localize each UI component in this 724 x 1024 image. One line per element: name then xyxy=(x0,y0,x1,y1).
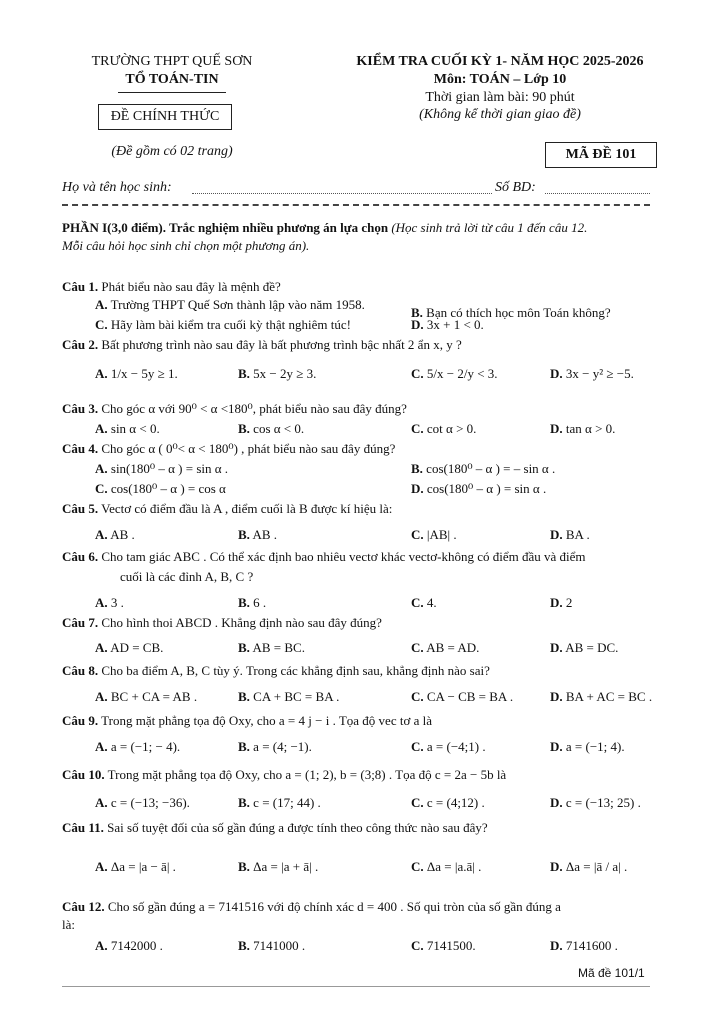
option-c[interactable] xyxy=(411,795,485,811)
option-a[interactable] xyxy=(95,527,135,543)
option-key: D. xyxy=(550,689,563,704)
option-text: cot α > 0. xyxy=(426,421,477,436)
part1-title: PHẦN I(3,0 điểm). Trắc nghiệm nhiều phương án lựa chọn xyxy=(62,220,389,235)
option-key: D. xyxy=(411,317,424,332)
question-3 xyxy=(62,401,407,417)
question-7 xyxy=(62,615,382,631)
question-label: Câu 3. xyxy=(62,401,99,416)
footer-line xyxy=(62,986,650,987)
option-d[interactable] xyxy=(550,421,615,437)
option-text: AB = AD. xyxy=(426,640,480,655)
question-text: Cho góc α với 90⁰ < α <180⁰, phát biểu nào sau đây đúng? xyxy=(101,401,407,416)
exam-duration-note: (Không kể thời gian giao đề) xyxy=(419,107,581,122)
option-key: D. xyxy=(550,859,563,874)
option-key: A. xyxy=(95,366,108,381)
option-key: C. xyxy=(411,527,424,542)
option-text: |AB| . xyxy=(426,527,457,542)
option-c[interactable] xyxy=(411,689,513,705)
exam-code: MÃ ĐỀ 101 xyxy=(565,147,637,162)
exam-duration: Thời gian làm bài: 90 phút xyxy=(425,90,575,105)
option-d[interactable] xyxy=(550,366,634,382)
option-key: A. xyxy=(95,938,108,953)
option-a[interactable] xyxy=(95,421,160,437)
question-text: Cho hình thoi ABCD . Khẳng định nào sau đây đúng? xyxy=(101,615,382,630)
option-text: cos(180⁰ – α ) = sin α . xyxy=(426,481,547,496)
option-key: D. xyxy=(550,527,563,542)
option-text: sin(180⁰ – α ) = sin α . xyxy=(110,461,229,476)
option-text: a = (−1; − 4). xyxy=(110,739,181,754)
question-5 xyxy=(62,501,392,517)
option-text: 3x + 1 < 0. xyxy=(426,317,484,332)
option-text: Trường THPT Quế Sơn thành lập vào năm 1958. xyxy=(110,297,365,312)
option-key: C. xyxy=(95,481,108,496)
option-b[interactable] xyxy=(238,739,312,755)
part1-note-1: (Học sinh trả lời từ câu 1 đến câu 12. xyxy=(391,220,588,235)
option-text: Δa = |ā / a| . xyxy=(565,859,628,874)
question-9 xyxy=(62,713,432,729)
option-c[interactable] xyxy=(95,317,351,333)
option-key: D. xyxy=(550,739,563,754)
option-text: 5/x − 2/y < 3. xyxy=(426,366,498,381)
question-text-cont: cuối là các đỉnh A, B, C ? xyxy=(120,569,254,584)
option-d[interactable] xyxy=(550,595,572,611)
official-label-box xyxy=(98,104,232,130)
option-text: 7141600 . xyxy=(565,938,618,953)
option-text: a = (−4;1) . xyxy=(426,739,486,754)
question-text: Cho tam giác ABC . Có thể xác định bao nhiêu vectơ khác vectơ-không có điểm đầu và điểm xyxy=(101,549,586,564)
option-key: B. xyxy=(238,739,250,754)
option-key: C. xyxy=(411,689,424,704)
option-d[interactable] xyxy=(550,689,652,705)
question-8 xyxy=(62,663,490,679)
option-b[interactable] xyxy=(238,366,316,382)
option-text: 5x − 2y ≥ 3. xyxy=(253,366,317,381)
group-underline xyxy=(118,92,226,93)
option-b[interactable] xyxy=(411,461,555,477)
option-key: A. xyxy=(95,795,108,810)
option-text: Bạn có thích học môn Toán không? xyxy=(426,305,611,320)
exam-title: KIỂM TRA CUỐI KỲ 1- NĂM HỌC 2025-2026 xyxy=(356,54,644,69)
option-b[interactable] xyxy=(238,938,305,954)
option-key: B. xyxy=(238,689,250,704)
option-text: AB = DC. xyxy=(565,640,619,655)
option-text: 4. xyxy=(426,595,437,610)
option-text: AB . xyxy=(110,527,135,542)
option-b[interactable] xyxy=(238,689,339,705)
exam-code-box xyxy=(545,142,657,168)
question-label: Câu 9. xyxy=(62,713,99,728)
option-key: C. xyxy=(411,795,424,810)
question-text: Sai số tuyệt đối của số gần đúng a được tính theo công thức nào sau đây? xyxy=(107,820,488,835)
option-key: D. xyxy=(550,938,563,953)
option-key: B. xyxy=(411,305,423,320)
option-text: 6 . xyxy=(253,595,267,610)
school-name: TRƯỜNG THPT QUẾ SƠN xyxy=(91,54,253,69)
sbd-label xyxy=(495,180,536,196)
option-key: C. xyxy=(411,859,424,874)
option-text: BA + AC = BC . xyxy=(565,689,653,704)
option-c[interactable] xyxy=(411,595,437,611)
option-a[interactable] xyxy=(95,795,190,811)
option-key: D. xyxy=(550,640,563,655)
option-d[interactable] xyxy=(550,938,618,954)
option-text: 3x − y² ≥ −5. xyxy=(565,366,634,381)
question-text: Cho ba điểm A, B, C tùy ý. Trong các khẳng định sau, khẳng định nào sai? xyxy=(101,663,490,678)
option-key: A. xyxy=(95,297,108,312)
sbd-field[interactable] xyxy=(545,193,650,194)
option-d[interactable] xyxy=(411,481,546,497)
option-key: C. xyxy=(411,595,424,610)
group-name: TỔ TOÁN-TIN xyxy=(125,72,219,87)
question-text: Trong mặt phẳng tọa độ Oxy, cho a = (1; 2), b = (3;8) . Tọa độ c = 2a − 5b là xyxy=(107,767,507,782)
option-key: B. xyxy=(238,595,250,610)
option-a[interactable] xyxy=(95,859,176,875)
question-text: Phát biểu nào sau đây là mệnh đề? xyxy=(101,279,281,294)
option-a[interactable] xyxy=(95,739,180,755)
option-d[interactable] xyxy=(550,795,641,811)
option-text: 2 xyxy=(565,595,573,610)
question-text: Cho số gần đúng a = 7141516 với độ chính xác d = 400 . Số qui tròn của số gần đúng a xyxy=(107,899,561,914)
option-c[interactable] xyxy=(95,481,226,497)
option-key: A. xyxy=(95,640,108,655)
pages-note: (Đề gồm có 02 trang) xyxy=(111,144,233,159)
option-text: BC + CA = AB . xyxy=(110,689,198,704)
option-text: 7142000 . xyxy=(110,938,163,953)
option-key: D. xyxy=(550,595,563,610)
option-key: B. xyxy=(238,859,250,874)
option-key: B. xyxy=(238,795,250,810)
option-text: c = (−13; 25) . xyxy=(565,795,641,810)
option-c[interactable] xyxy=(411,739,486,755)
option-key: A. xyxy=(95,739,108,754)
option-d[interactable] xyxy=(411,317,484,333)
option-text: 1/x − 5y ≥ 1. xyxy=(110,366,178,381)
option-key: C. xyxy=(411,421,424,436)
option-key: C. xyxy=(411,739,424,754)
option-text: 7141500. xyxy=(426,938,476,953)
option-text: AB . xyxy=(252,527,278,542)
option-text: tan α > 0. xyxy=(565,421,616,436)
option-text: CA + BC = BA . xyxy=(253,689,340,704)
option-text: 3 . xyxy=(110,595,124,610)
option-a[interactable] xyxy=(95,595,124,611)
option-d[interactable] xyxy=(550,640,618,656)
question-label: Câu 1. xyxy=(62,279,99,294)
option-b[interactable] xyxy=(238,595,266,611)
option-c[interactable] xyxy=(411,859,481,875)
student-name-label: Họ và tên học sinh: xyxy=(62,180,172,195)
option-key: C. xyxy=(411,366,424,381)
official-label: ĐỀ CHÍNH THỨC xyxy=(110,109,220,124)
separator-dashed xyxy=(62,204,650,206)
option-text: cos(180⁰ – α ) = cos α xyxy=(110,481,226,496)
option-a[interactable] xyxy=(95,640,163,656)
student-name-field[interactable] xyxy=(192,193,492,194)
option-text: c = (17; 44) . xyxy=(253,795,321,810)
option-key: B. xyxy=(238,527,250,542)
question-12 xyxy=(62,899,561,915)
option-key: B. xyxy=(411,461,423,476)
option-b[interactable] xyxy=(238,640,305,656)
option-text: AD = CB. xyxy=(110,640,164,655)
option-text: a = (−1; 4). xyxy=(565,739,625,754)
option-c[interactable] xyxy=(411,421,476,437)
option-text: CA − CB = BA . xyxy=(426,689,514,704)
option-a[interactable] xyxy=(95,689,197,705)
option-text: Hãy làm bài kiểm tra cuối kỳ thật nghiêm túc! xyxy=(110,317,351,332)
option-text: c = (4;12) . xyxy=(426,795,485,810)
option-c[interactable] xyxy=(411,527,457,543)
question-2 xyxy=(62,337,462,353)
option-text: a = (4; −1). xyxy=(253,739,312,754)
question-1 xyxy=(62,279,281,295)
question-text: Trong mặt phẳng tọa độ Oxy, cho a = 4 j − i . Tọa độ vec tơ a là xyxy=(101,713,432,728)
option-text: Δa = |a + ā| . xyxy=(253,859,319,874)
part1-note-2: Mỗi câu hỏi học sinh chỉ chọn một phương án). xyxy=(62,238,310,253)
question-label: Câu 12. xyxy=(62,899,105,914)
option-b[interactable] xyxy=(238,527,277,543)
option-key: A. xyxy=(95,689,108,704)
option-key: B. xyxy=(238,938,250,953)
option-text: 7141000 . xyxy=(253,938,306,953)
question-label: Câu 11. xyxy=(62,820,104,835)
option-a[interactable] xyxy=(95,461,228,477)
question-10 xyxy=(62,767,506,783)
option-key: A. xyxy=(95,859,108,874)
option-c[interactable] xyxy=(411,938,476,954)
option-key: C. xyxy=(411,640,424,655)
question-4 xyxy=(62,441,395,457)
option-key: A. xyxy=(95,421,108,436)
question-label: Câu 6. xyxy=(62,549,99,564)
option-b[interactable] xyxy=(238,795,321,811)
option-d[interactable] xyxy=(550,739,625,755)
option-key: A. xyxy=(95,595,108,610)
sbd-label-text: Số BD: xyxy=(495,180,536,195)
question-label: Câu 10. xyxy=(62,767,105,782)
option-key: C. xyxy=(411,938,424,953)
option-key: B. xyxy=(238,366,250,381)
option-a[interactable] xyxy=(95,366,178,382)
option-d[interactable] xyxy=(550,527,590,543)
option-text: c = (−13; −36). xyxy=(110,795,190,810)
option-text: cos(180⁰ – α ) = – sin α . xyxy=(426,461,556,476)
option-key: D. xyxy=(550,366,563,381)
option-key: D. xyxy=(550,795,563,810)
option-key: B. xyxy=(238,640,250,655)
question-text-cont: là: xyxy=(62,917,75,932)
option-c[interactable] xyxy=(411,640,479,656)
question-text: Vectơ có điểm đầu là A , điểm cuối là B được kí hiệu là: xyxy=(101,501,393,516)
option-text: BA . xyxy=(565,527,590,542)
option-a[interactable] xyxy=(95,938,163,954)
option-text: Δa = |a.ā| . xyxy=(426,859,482,874)
option-b[interactable] xyxy=(238,421,304,437)
option-d[interactable] xyxy=(550,859,627,875)
option-key: C. xyxy=(95,317,108,332)
part1-heading xyxy=(62,220,587,236)
option-key: A. xyxy=(95,527,108,542)
question-label: Câu 2. xyxy=(62,337,99,352)
option-text: sin α < 0. xyxy=(110,421,160,436)
option-text: cos α < 0. xyxy=(253,421,305,436)
option-key: D. xyxy=(411,481,424,496)
question-label: Câu 5. xyxy=(62,501,99,516)
option-key: B. xyxy=(238,421,250,436)
footer-page-code: Mã đề 101/1 xyxy=(578,966,645,980)
option-text: Δa = |a − ā| . xyxy=(110,859,176,874)
option-c[interactable] xyxy=(411,366,498,382)
option-text: AB = BC. xyxy=(252,640,305,655)
option-b[interactable] xyxy=(238,859,318,875)
question-11 xyxy=(62,820,488,836)
option-key: D. xyxy=(550,421,563,436)
question-text: Bất phương trình nào sau đây là bất phương trình bậc nhất 2 ẩn x, y ? xyxy=(101,337,462,352)
question-label: Câu 7. xyxy=(62,615,99,630)
option-key: A. xyxy=(95,461,108,476)
question-6 xyxy=(62,549,586,565)
question-text: Cho góc α ( 0⁰< α < 180⁰) , phát biểu nào sau đây đúng? xyxy=(101,441,396,456)
option-a[interactable] xyxy=(95,297,365,313)
question-label: Câu 4. xyxy=(62,441,99,456)
question-label: Câu 8. xyxy=(62,663,99,678)
exam-subject: Môn: TOÁN – Lớp 10 xyxy=(433,72,567,87)
